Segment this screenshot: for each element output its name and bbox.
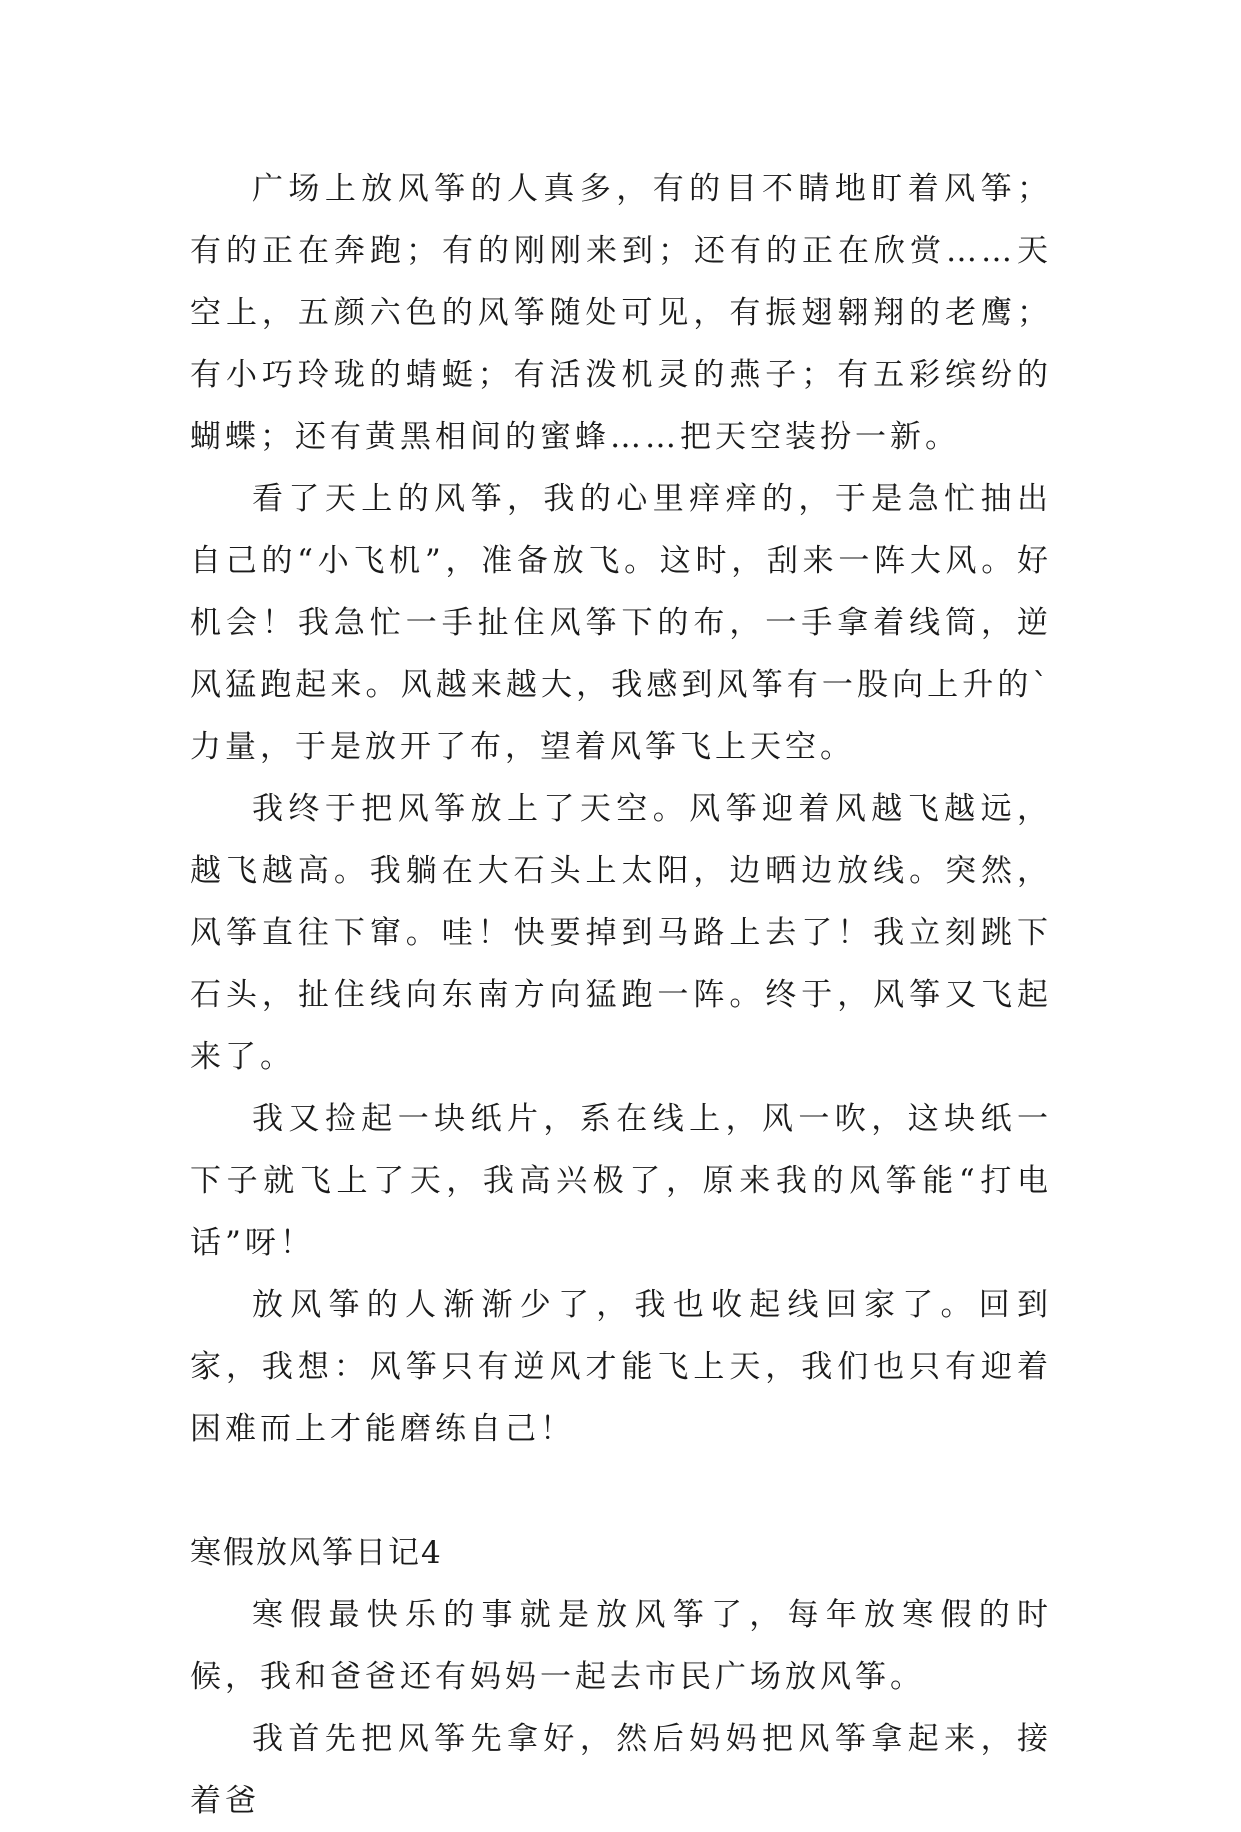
paragraph: 我终于把风筝放上了天空。风筝迎着风越飞越远，越飞越高。我躺在大石头上太阳，边晒边放线。突然，风筝直往下窜。哇！快要掉到马路上去了！我立刻跳下石头，扯住线向东南方向猛跑一阵。终于，风筝又飞起来了。	[190, 791, 1052, 1075]
paragraph: 看了天上的风筝，我的心里痒痒的，于是急忙抽出自己的“小飞机”，准备放飞。这时，刮来一阵大风。好机会！我急忙一手扯住风筝下的布，一手拿着线筒，逆风猛跑起来。风越来越大，我感到风筝有一股向上升的`力量，于是放开了布，望着风筝飞上天空。	[190, 481, 1052, 765]
paragraph: 我首先把风筝先拿好，然后妈妈把风筝拿起来，接着爸	[190, 1721, 1052, 1819]
paragraph: 放风筝的人渐渐少了，我也收起线回家了。回到家，我想：风筝只有逆风才能飞上天，我们也只有迎着困难而上才能磨练自己！	[190, 1287, 1052, 1447]
document-body	[190, 158, 1052, 1832]
paragraph: 广场上放风筝的人真多，有的目不睛地盯着风筝；有的正在奔跑；有的刚刚来到；还有的正在欣赏……天空上，五颜六色的风筝随处可见，有振翅翱翔的老鹰；有小巧玲珑的蜻蜓；有活泼机灵的燕子；有五彩缤纷的蝴蝶；还有黄黑相间的蜜蜂……把天空装扮一新。	[190, 171, 1052, 455]
paragraph: 寒假最快乐的事就是放风筝了，每年放寒假的时候，我和爸爸还有妈妈一起去市民广场放风筝。	[190, 1597, 1052, 1695]
paragraph: 我又捡起一块纸片，系在线上，风一吹，这块纸一下子就飞上了天，我高兴极了，原来我的风筝能“打电话”呀！	[190, 1101, 1052, 1261]
section-title: 寒假放风筝日记4	[190, 1535, 443, 1571]
